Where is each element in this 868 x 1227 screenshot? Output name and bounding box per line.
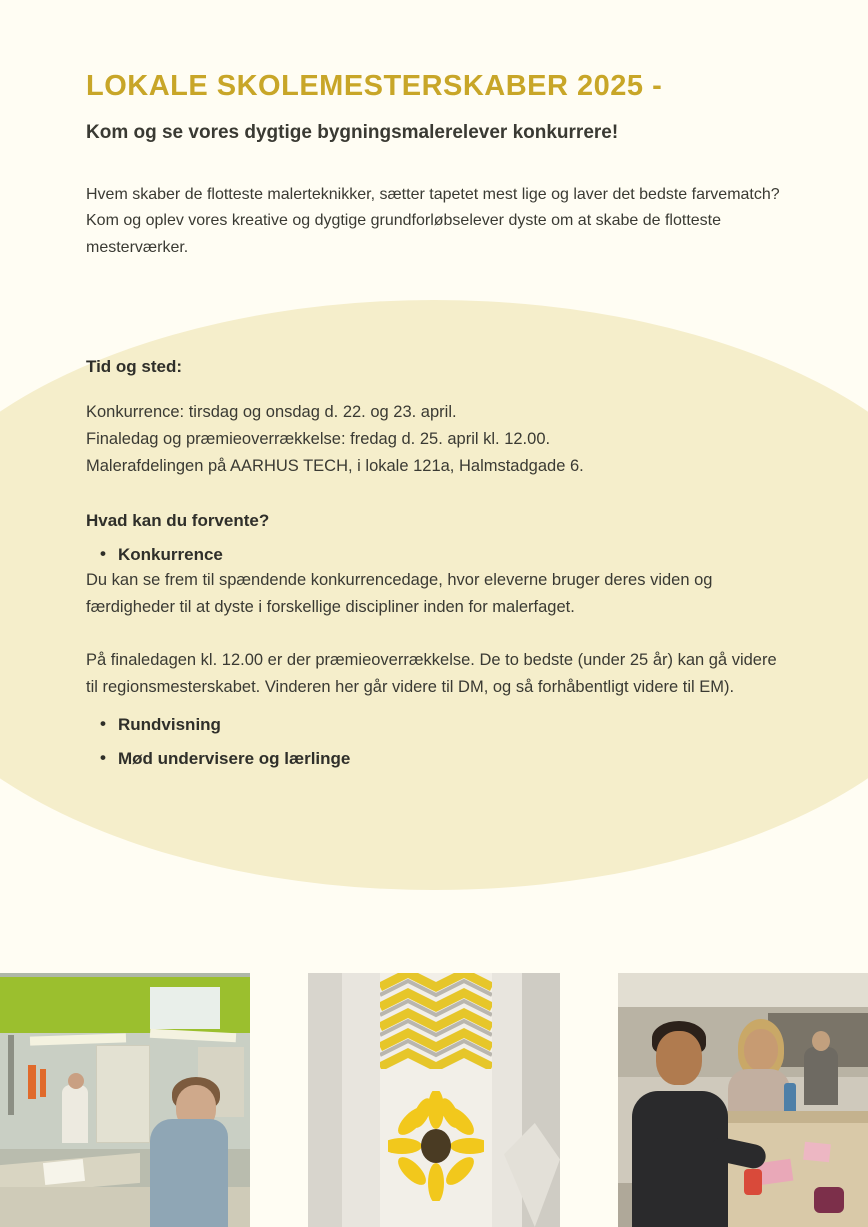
chevron-pattern-icon [380,973,492,1069]
sunflower-icon [388,1091,484,1201]
bullet-rundvisning: • Rundvisning [118,715,782,735]
intro-paragraph: Hvem skaber de flotteste malerteknikker, sætter tapetet mest lige og laver det bedste farvematch? Kom og oplev vores kreative og dygtige grundforløbselever dyste om at skabe de flotteste mesterværker. [86,185,780,256]
detail-line-2: Finaledag og præmieoverrækkelse: fredag d. 25. april kl. 12.00. [86,429,551,448]
time-place-heading: Tid og sted: [86,357,183,377]
expect-heading: Hvad kan du forvente? [86,511,270,531]
expect-bullet-list [86,545,782,565]
expect-bullet-list-3 [86,749,782,769]
competition-body: Du kan se frem til spændende konkurrencedage, hvor eleverne bruger deres viden og færdigheder til at dyste i forskellige discipliner inden for malerfaget. [86,571,713,617]
expect-bullet-list-2 [86,715,782,735]
bullet-konkurrence: • Konkurrence [118,545,782,565]
students-at-table-photo [618,973,868,1227]
bullet-mod-undervisere: • Mød undervisere og lærlinge [118,749,782,769]
page-subtitle: Kom og se vores dygtige bygningsmalerelever konkurrere! [86,122,619,144]
page-title: LOKALE SKOLEMESTERSKABER 2025 - [86,70,663,102]
finals-body: På finaledagen kl. 12.00 er der præmieoverrækkelse. De to bedste (under 25 år) kan gå videre til regionsmesterskabet. Vinderen her går videre til DM, og så forhåbentligt videre til EM). [86,651,777,696]
details-block [86,399,782,479]
detail-line-1: Konkurrence: tirsdag og onsdag d. 22. og 23. april. [86,403,457,422]
painted-wall-sunflower-photo [308,973,560,1227]
sunflower-painting [388,1091,484,1201]
workshop-students-photo [0,973,250,1227]
photo-strip [0,973,868,1227]
detail-line-3: Malerafdelingen på AARHUS TECH, i lokale 121a, Halmstadgade 6. [86,456,584,475]
